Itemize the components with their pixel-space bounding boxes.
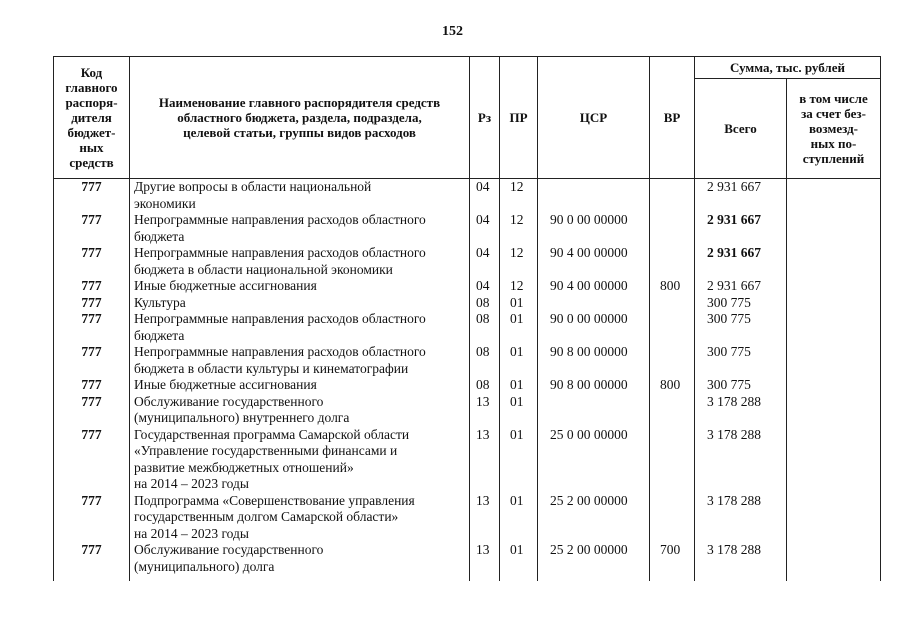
cell-name-line: Обслуживание государственного: [134, 393, 324, 409]
header-pr: ПР: [500, 57, 538, 179]
cell-total: 300 775: [695, 377, 787, 394]
cell-vr: 800: [650, 377, 695, 394]
cell-total: 3 178 288: [695, 394, 787, 427]
cell-pr: 01: [500, 377, 538, 394]
cell-rz: 08: [470, 295, 500, 312]
header-vr: ВР: [650, 57, 695, 179]
cell-pr: 01: [500, 344, 538, 377]
cell-csr: [538, 179, 650, 213]
header-free: [787, 79, 881, 179]
cell-total: 2 931 667: [695, 212, 787, 245]
cell-vr: [650, 179, 695, 213]
cell-name-line: на 2014 – 2023 годы: [134, 476, 249, 491]
cell-vr: [650, 212, 695, 245]
cell-name: [130, 344, 470, 377]
cell-vr: [650, 245, 695, 278]
cell-code: 777: [54, 542, 130, 581]
cell-rz: 08: [470, 311, 500, 344]
header-code-line: средств: [69, 155, 114, 170]
header-rz: Рз: [470, 57, 500, 179]
cell-name-line: Государственная программа Самарской области: [134, 426, 410, 442]
cell-csr: 25 0 00 00000: [538, 427, 650, 493]
cell-free: [787, 427, 881, 493]
cell-name-line: Непрограммные направления расходов областного: [134, 245, 426, 260]
cell-name: [130, 311, 470, 344]
cell-name-line: Культура: [134, 294, 186, 310]
cell-vr: 800: [650, 278, 695, 295]
table-row: [54, 278, 881, 295]
cell-name-line: Иные бюджетные ассигнования: [134, 377, 317, 392]
header-code-line: распоря-: [65, 95, 118, 110]
cell-total: 3 178 288: [695, 493, 787, 543]
budget-table: [53, 56, 881, 581]
cell-rz: 08: [470, 344, 500, 377]
cell-vr: [650, 311, 695, 344]
header-sum-group: Сумма, тыс. рублей: [695, 57, 881, 79]
cell-code: 777: [54, 377, 130, 394]
cell-vr: [650, 295, 695, 312]
cell-name-line: бюджета: [134, 327, 185, 343]
cell-name-line: государственным долгом Самарской области»: [134, 509, 399, 524]
header-free-line: за счет без-: [801, 106, 866, 121]
table-row: [54, 377, 881, 394]
cell-free: [787, 212, 881, 245]
cell-code: 777: [54, 311, 130, 344]
header-code-line: Код: [80, 65, 103, 80]
cell-name-line: развитие межбюджетных отношений»: [134, 459, 354, 475]
header-free-line: в том числе: [799, 91, 868, 106]
cell-rz: 13: [470, 427, 500, 493]
cell-free: [787, 311, 881, 344]
cell-total: 2 931 667: [695, 245, 787, 278]
cell-vr: [650, 493, 695, 543]
cell-pr: 01: [500, 295, 538, 312]
cell-name: [130, 245, 470, 278]
table-row: [54, 394, 881, 427]
table-row: [54, 311, 881, 344]
cell-free: [787, 377, 881, 394]
cell-csr: 25 2 00 00000: [538, 542, 650, 581]
cell-csr: 90 8 00 00000: [538, 344, 650, 377]
header-name-line: областного бюджета, раздела, подраздела,: [177, 110, 422, 125]
cell-free: [787, 179, 881, 213]
cell-free: [787, 493, 881, 543]
cell-csr: 90 4 00 00000: [538, 278, 650, 295]
cell-csr: 90 0 00 00000: [538, 311, 650, 344]
cell-name: [130, 493, 470, 543]
header-free-line: ных по-: [810, 136, 857, 151]
cell-csr: 90 0 00 00000: [538, 212, 650, 245]
table-row: [54, 427, 881, 493]
cell-pr: 01: [500, 394, 538, 427]
cell-name-line: Обслуживание государственного: [134, 542, 324, 557]
cell-csr: [538, 394, 650, 427]
cell-total: 300 775: [695, 311, 787, 344]
header-name: [130, 57, 470, 179]
cell-rz: 13: [470, 542, 500, 581]
cell-name-line: на 2014 – 2023 годы: [134, 525, 249, 541]
cell-pr: 12: [500, 212, 538, 245]
cell-free: [787, 245, 881, 278]
cell-pr: 01: [500, 493, 538, 543]
table-row: [54, 542, 881, 581]
cell-rz: 04: [470, 278, 500, 295]
cell-code: 777: [54, 493, 130, 543]
header-code-line: бюджет-: [67, 125, 116, 140]
cell-name: [130, 394, 470, 427]
cell-code: 777: [54, 212, 130, 245]
cell-code: 777: [54, 295, 130, 312]
table-row: [54, 245, 881, 278]
cell-name-line: (муниципального) долга: [134, 558, 275, 574]
header-code: [54, 57, 130, 179]
header-code-line: дителя: [71, 110, 112, 125]
cell-rz: 04: [470, 245, 500, 278]
table-header: [54, 57, 881, 179]
cell-name: [130, 212, 470, 245]
cell-free: [787, 295, 881, 312]
cell-name-line: бюджета: [134, 228, 185, 244]
cell-csr: [538, 295, 650, 312]
header-code-line: ных: [79, 140, 104, 155]
cell-code: 777: [54, 427, 130, 493]
cell-pr: 12: [500, 278, 538, 295]
table-row: [54, 179, 881, 213]
header-name-line: целевой статьи, группы видов расходов: [183, 125, 416, 140]
cell-free: [787, 394, 881, 427]
cell-vr: [650, 394, 695, 427]
cell-name-line: Подпрограмма «Совершенствование управления: [134, 492, 415, 508]
cell-name: [130, 179, 470, 213]
cell-code: 777: [54, 344, 130, 377]
cell-csr: 90 8 00 00000: [538, 377, 650, 394]
cell-name-line: «Управление государственными финансами и: [134, 443, 398, 458]
cell-pr: 01: [500, 542, 538, 581]
cell-name-line: бюджета в области национальной экономики: [134, 261, 393, 277]
table-row: [54, 493, 881, 543]
cell-rz: 08: [470, 377, 500, 394]
cell-code: 777: [54, 179, 130, 213]
cell-name: [130, 427, 470, 493]
page-number: 152: [442, 24, 463, 39]
header-name-line: Наименование главного распорядителя средств: [158, 95, 441, 110]
cell-name-line: Непрограммные направления расходов областного: [134, 212, 426, 227]
cell-pr: 12: [500, 245, 538, 278]
cell-name: [130, 377, 470, 394]
cell-code: 777: [54, 278, 130, 295]
header-total: Всего: [695, 79, 787, 179]
cell-name: [130, 295, 470, 312]
cell-rz: 04: [470, 212, 500, 245]
cell-total: 2 931 667: [695, 278, 787, 295]
cell-rz: 13: [470, 394, 500, 427]
cell-vr: 700: [650, 542, 695, 581]
table-row: [54, 212, 881, 245]
cell-total: 3 178 288: [695, 542, 787, 581]
cell-code: 777: [54, 394, 130, 427]
cell-free: [787, 542, 881, 581]
cell-total: 2 931 667: [695, 179, 787, 213]
table-body: [54, 179, 881, 582]
cell-rz: 04: [470, 179, 500, 213]
cell-name-line: Непрограммные направления расходов областного: [134, 344, 426, 359]
cell-free: [787, 344, 881, 377]
cell-rz: 13: [470, 493, 500, 543]
header-free-line: ступлений: [802, 151, 865, 166]
cell-vr: [650, 344, 695, 377]
cell-name-line: (муниципального) внутреннего долга: [134, 410, 350, 425]
cell-name-line: Другие вопросы в области национальной: [134, 179, 372, 194]
cell-csr: 25 2 00 00000: [538, 493, 650, 543]
cell-code: 777: [54, 245, 130, 278]
cell-name-line: экономики: [134, 195, 196, 211]
cell-pr: 01: [500, 311, 538, 344]
cell-total: 3 178 288: [695, 427, 787, 493]
header-code-line: главного: [65, 80, 118, 95]
cell-vr: [650, 427, 695, 493]
cell-pr: 01: [500, 427, 538, 493]
cell-name-line: Непрограммные направления расходов областного: [134, 311, 426, 326]
cell-name: [130, 542, 470, 581]
table-row: [54, 344, 881, 377]
table-row: [54, 295, 881, 312]
header-free-line: возмезд-: [809, 121, 858, 136]
cell-name-line: Иные бюджетные ассигнования: [134, 278, 317, 293]
cell-csr: 90 4 00 00000: [538, 245, 650, 278]
header-csr: ЦСР: [538, 57, 650, 179]
cell-name-line: бюджета в области культуры и кинематографии: [134, 360, 409, 376]
cell-free: [787, 278, 881, 295]
cell-name: [130, 278, 470, 295]
cell-pr: 12: [500, 179, 538, 213]
cell-total: 300 775: [695, 344, 787, 377]
cell-total: 300 775: [695, 295, 787, 312]
